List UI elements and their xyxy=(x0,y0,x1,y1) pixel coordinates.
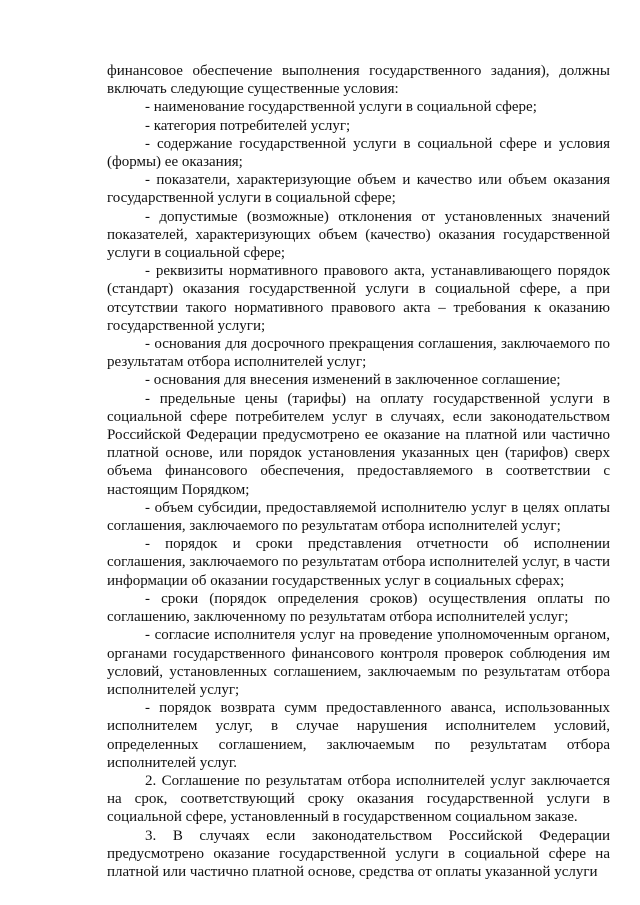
clause-2-agreement-term: 2. Соглашение по результатам отбора исполнителей услуг заключается на срок, соответствующий сроку оказания государственной услуги в социальной сфере, установленный в государственном социальном заказе. xyxy=(107,772,610,826)
condition-legal-act: - реквизиты нормативного правового акта, устанавливающего порядок (стандарт) оказания государственной услуги в социальной сфере, а при отсутствии такого нормативного правового акта – требования к оказанию государственной услуги; xyxy=(107,263,610,334)
condition-reporting: - порядок и сроки представления отчетности об исполнении соглашения, заключаемого по результатам отбора исполнителей услуг, в части информации об оказании государственных услуг в социальных сферах; xyxy=(107,536,610,589)
clause-3-paid-services: 3. В случаях если законодательством Российской Федерации предусмотрено оказание государственной услуги в социальной сфере на платной или частично платной основе, средства от оплаты указанной услуги xyxy=(107,827,610,880)
condition-payment-terms: - сроки (порядок определения сроков) осуществления оплаты по соглашению, заключенному по результатам отбора исполнителей услуг; xyxy=(107,590,610,626)
condition-early-termination: - основания для досрочного прекращения соглашения, заключаемого по результатам отбора исполнителей услуг; xyxy=(107,336,610,371)
condition-amendments: - основания для внесения изменений в заключенное соглашение; xyxy=(145,372,561,389)
condition-indicators: - показатели, характеризующие объем и качество или объем оказания государственной услуги в социальной сфере; xyxy=(107,172,610,207)
condition-service-content: - содержание государственной услуги в социальной сфере и условия (формы) ее оказания; xyxy=(107,135,610,171)
condition-deviations: - допустимые (возможные) отклонения от установленных значений показателей, характеризующих объем (качество) оказания государственной услуги в социальной сфере; xyxy=(107,208,610,262)
condition-consumer-category: - категория потребителей услуг; xyxy=(145,117,351,134)
condition-service-name: - наименование государственной услуги в социальной сфере; xyxy=(145,99,537,116)
condition-inspections-consent: - согласие исполнителя услуг на проведение уполномоченным органом, органами государственного финансового контроля проверок соблюдения им условий, установленных соглашением, заключаемым по результатам отбора исполнителей услуг; xyxy=(107,627,610,698)
condition-subsidy-amount: - объем субсидии, предоставляемой исполнителю услуг в целях оплаты соглашения, заключаемого по результатам отбора исполнителей услуг; xyxy=(107,499,610,535)
condition-advance-return: - порядок возврата сумм предоставленного аванса, использованных исполнителем услуг, в случае нарушения исполнителем условий, определенных соглашением, заключаемым по результатам отбора исполнителей услуг. xyxy=(107,700,610,771)
condition-price-limits: - предельные цены (тарифы) на оплату государственной услуги в социальной сфере потребителем услуг в случаях, если законодательством Российской Федерации предусмотрено ее оказание на платной или частично платной основе, или порядок установления указанных цен (тарифов) сверх объема финансового обеспечения, предоставляемого в соответствии с настоящим Порядком; xyxy=(107,390,610,498)
document-body xyxy=(107,62,610,881)
paragraph-continuation: финансовое обеспечение выполнения государственного задания), должны включать следующие существенные условия: xyxy=(107,63,610,98)
